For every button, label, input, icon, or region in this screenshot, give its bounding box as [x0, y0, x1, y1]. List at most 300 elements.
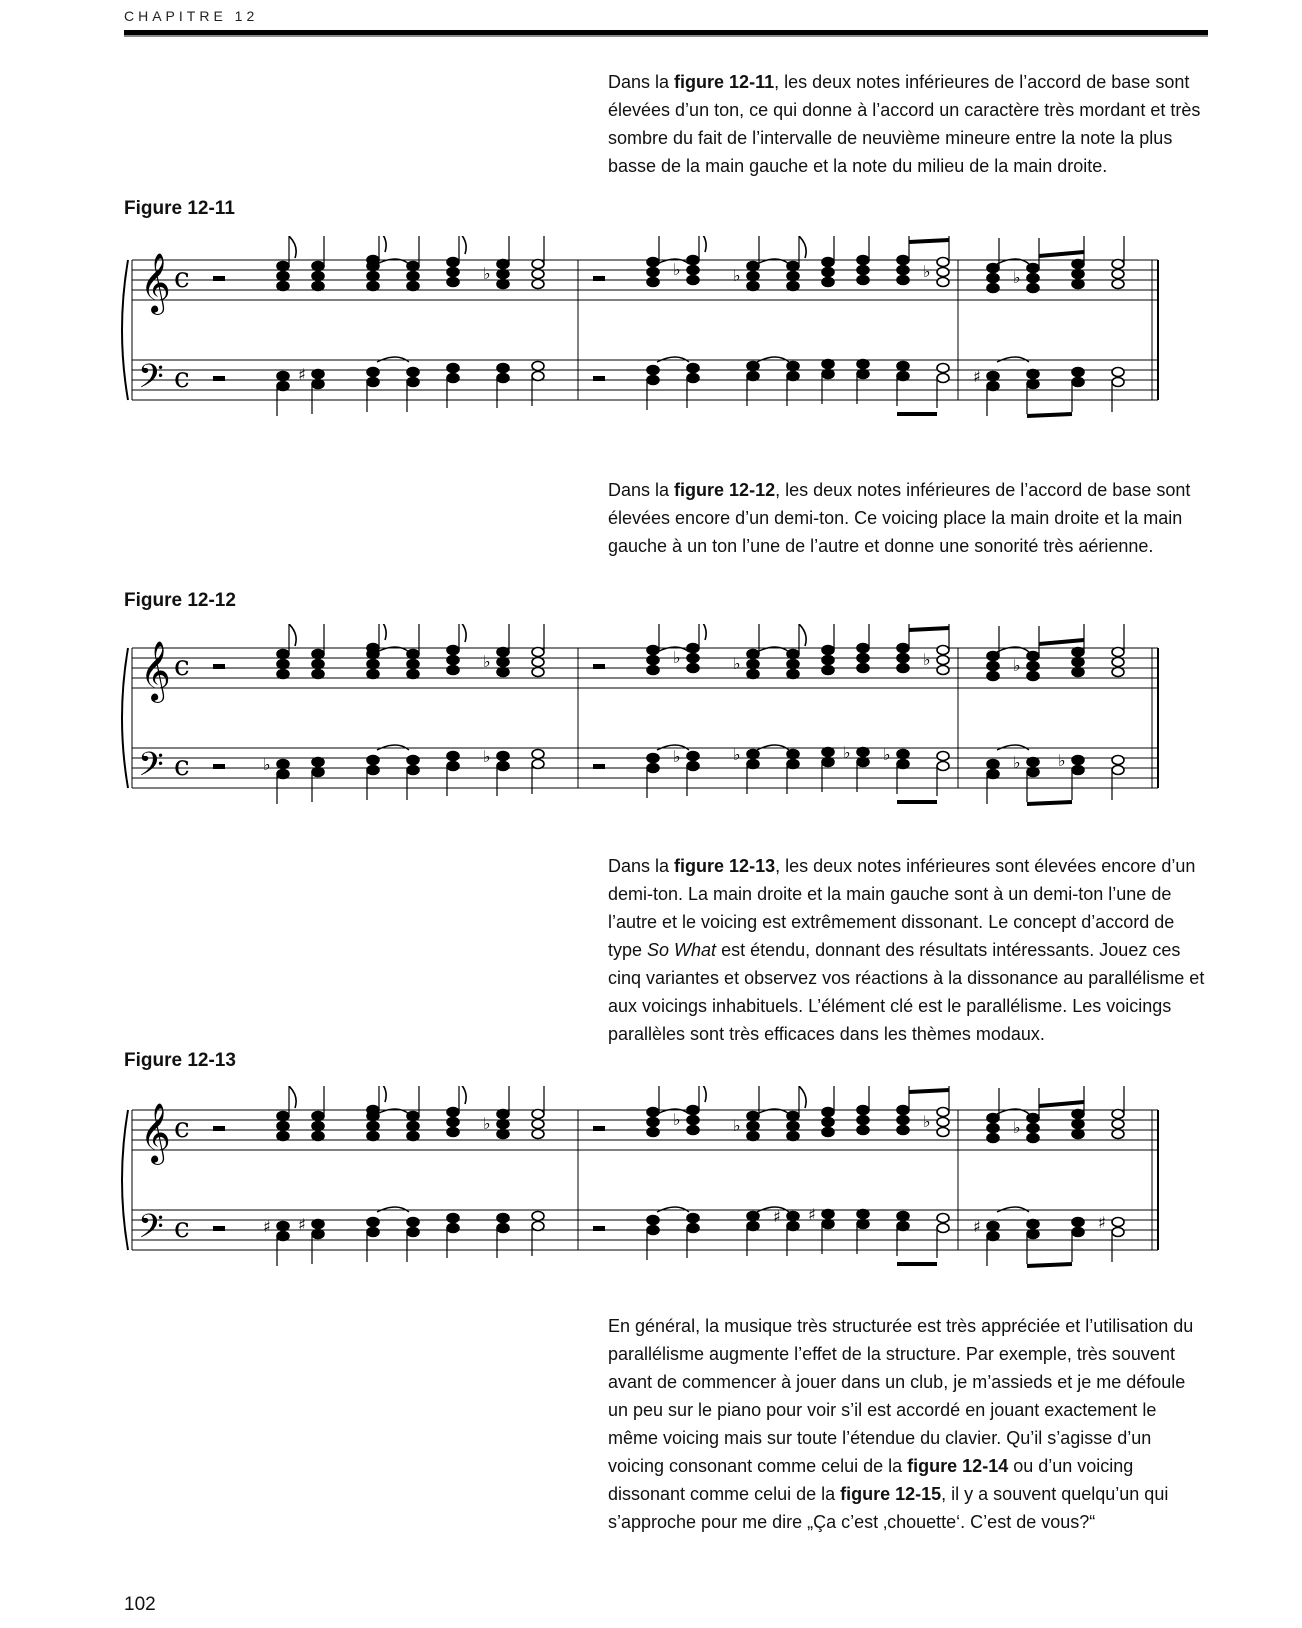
bass-note-head: [1112, 766, 1124, 775]
bass-note-head: [1072, 1218, 1084, 1227]
bass-note-head: [1072, 756, 1084, 765]
flat-accidental: ♭: [673, 1110, 681, 1129]
beam: [909, 628, 949, 630]
bass-note-head: [497, 364, 509, 373]
treble-note-head: [787, 1112, 799, 1121]
treble-note-head: [787, 660, 799, 669]
bass-note-head: [312, 370, 324, 379]
treble-note-head: [822, 278, 834, 287]
treble-note-head: [312, 282, 324, 291]
grand-staff-brace: [122, 1110, 128, 1250]
treble-note-head: [1027, 1114, 1039, 1123]
treble-note-head: [937, 1118, 949, 1127]
sharp-accidental: ♯: [263, 1217, 271, 1236]
treble-note-head: [312, 650, 324, 659]
treble-note-head: [1027, 1124, 1039, 1133]
flat-accidental: ♭: [483, 747, 491, 766]
treble-note-head: [1112, 658, 1124, 667]
half-rest: [593, 276, 605, 281]
bass-note-head: [647, 366, 659, 375]
treble-note-head: [312, 1132, 324, 1141]
bass-note-head: [937, 762, 949, 771]
beam: [909, 240, 949, 242]
treble-note-head: [857, 1106, 869, 1115]
treble-note-head: [647, 1128, 659, 1137]
bass-note-head: [367, 1228, 379, 1237]
treble-note-head: [747, 660, 759, 669]
bass-note-head: [447, 762, 459, 771]
treble-note-head: [937, 258, 949, 267]
bass-note-head: [897, 1212, 909, 1221]
treble-note-head: [1072, 658, 1084, 667]
figure-ref: figure 12-11: [674, 72, 775, 92]
bass-note-head: [1072, 766, 1084, 775]
treble-note-head: [497, 280, 509, 289]
treble-note-head: [367, 660, 379, 669]
bass-note-head: [312, 1220, 324, 1229]
bass-note-head: [497, 762, 509, 771]
bass-note-head: [897, 750, 909, 759]
bass-note-head: [1027, 758, 1039, 767]
bass-note-head: [857, 370, 869, 379]
sharp-accidental: ♯: [973, 367, 981, 386]
treble-note-head: [447, 1128, 459, 1137]
treble-note-head: [687, 276, 699, 285]
treble-note-head: [647, 1108, 659, 1117]
treble-note-head: [532, 1130, 544, 1139]
treble-note-head: [1027, 274, 1039, 283]
treble-note-head: [312, 670, 324, 679]
treble-note-head: [367, 670, 379, 679]
bass-note-head: [787, 760, 799, 769]
treble-note-head: [447, 1118, 459, 1127]
treble-note-head: [1027, 1134, 1039, 1143]
bass-note-head: [747, 372, 759, 381]
treble-note-head: [647, 666, 659, 675]
treble-note-head: [822, 666, 834, 675]
treble-note-head: [532, 1120, 544, 1129]
flat-accidental: ♭: [923, 1112, 931, 1131]
sharp-accidental: ♯: [773, 1207, 781, 1226]
bass-note-head: [822, 1220, 834, 1229]
time-signature: c: [174, 1111, 190, 1144]
treble-note-head: [1072, 280, 1084, 289]
treble-note-head: [747, 670, 759, 679]
flat-accidental: ♭: [673, 747, 681, 766]
bass-note-head: [1112, 756, 1124, 765]
flat-accidental: ♭: [673, 648, 681, 667]
bass-note-head: [1072, 1228, 1084, 1237]
treble-note-head: [447, 666, 459, 675]
treble-note-head: [1072, 1120, 1084, 1129]
eighth-flag: [799, 236, 806, 258]
treble-note-head: [277, 282, 289, 291]
bass-note-head: [407, 1228, 419, 1237]
flat-accidental: ♭: [263, 755, 271, 774]
treble-clef-icon: 𝄞: [140, 1103, 171, 1163]
flat-accidental: ♭: [483, 652, 491, 671]
sharp-accidental: ♯: [808, 1205, 816, 1224]
treble-note-head: [647, 278, 659, 287]
treble-note-head: [312, 272, 324, 281]
bass-note-head: [277, 1222, 289, 1231]
bass-note-head: [747, 760, 759, 769]
treble-note-head: [987, 274, 999, 283]
treble-note-head: [497, 1120, 509, 1129]
eighth-flag: [379, 624, 386, 640]
treble-note-head: [497, 658, 509, 667]
bass-note-head: [367, 368, 379, 377]
bass-note-head: [687, 752, 699, 761]
bass-note-head: [787, 372, 799, 381]
treble-note-head: [447, 646, 459, 655]
paragraph-figure-12-12: Dans la figure 12-12, les deux notes inférieures de l’accord de base sont élevées encore d’un demi-ton. Ce voicing place la main droite et la main gauche à un ton l’une de l’autre et donne une sonorité très aérienne.: [608, 480, 1191, 556]
bass-note-head: [277, 1232, 289, 1241]
bass-note-head: [497, 752, 509, 761]
treble-note-head: [497, 668, 509, 677]
treble-note-head: [647, 268, 659, 277]
figure-label-12-12: Figure 12-12: [124, 590, 236, 611]
bass-note-head: [822, 1210, 834, 1219]
treble-note-head: [532, 658, 544, 667]
flat-accidental: ♭: [1013, 268, 1021, 287]
bass-note-head: [447, 374, 459, 383]
treble-note-head: [787, 650, 799, 659]
treble-note-head: [277, 660, 289, 669]
bass-note-head: [747, 1212, 759, 1221]
flat-accidental: ♭: [843, 743, 851, 762]
bass-note-head: [1027, 380, 1039, 389]
score-figure-12-13: [118, 1086, 1210, 1286]
bass-note-head: [897, 362, 909, 371]
eighth-flag: [289, 236, 296, 258]
treble-note-head: [897, 644, 909, 653]
treble-note-head: [787, 670, 799, 679]
treble-note-head: [1112, 648, 1124, 657]
time-signature: c: [174, 749, 190, 782]
treble-note-head: [687, 664, 699, 673]
eighth-flag: [459, 236, 466, 254]
treble-note-head: [497, 260, 509, 269]
treble-note-head: [987, 662, 999, 671]
treble-note-head: [987, 1114, 999, 1123]
bass-note-head: [747, 362, 759, 371]
flat-accidental: ♭: [733, 745, 741, 764]
treble-note-head: [407, 1112, 419, 1121]
half-rest: [213, 276, 225, 281]
bass-note-head: [787, 750, 799, 759]
bass-note-head: [937, 374, 949, 383]
flat-accidental: ♭: [483, 264, 491, 283]
bass-note-head: [647, 1226, 659, 1235]
bass-note-head: [532, 362, 544, 371]
treble-clef-icon: 𝄞: [140, 641, 171, 701]
treble-note-head: [687, 654, 699, 663]
bass-clef-icon: 𝄢: [138, 358, 164, 404]
bass-note-head: [787, 362, 799, 371]
flat-accidental: ♭: [1013, 753, 1021, 772]
bass-note-head: [407, 1218, 419, 1227]
beam: [1027, 414, 1072, 416]
treble-note-head: [1112, 1110, 1124, 1119]
treble-note-head: [687, 266, 699, 275]
treble-note-head: [897, 276, 909, 285]
bass-note-head: [367, 756, 379, 765]
bass-note-head: [497, 1214, 509, 1223]
bass-note-head: [822, 758, 834, 767]
treble-note-head: [897, 664, 909, 673]
treble-note-head: [312, 262, 324, 271]
treble-note-head: [1072, 260, 1084, 269]
sharp-accidental: ♯: [1098, 1213, 1106, 1232]
treble-note-head: [532, 648, 544, 657]
half-rest: [593, 1226, 605, 1231]
treble-note-head: [857, 644, 869, 653]
bass-note-head: [822, 370, 834, 379]
sharp-accidental: ♯: [298, 365, 306, 384]
bass-note-head: [497, 374, 509, 383]
treble-note-head: [1027, 284, 1039, 293]
treble-note-head: [497, 648, 509, 657]
beam: [1027, 802, 1072, 804]
figure-ref: figure 12-15: [840, 1484, 942, 1504]
bass-note-head: [407, 766, 419, 775]
eighth-flag: [459, 1086, 466, 1104]
treble-note-head: [987, 652, 999, 661]
treble-note-head: [367, 272, 379, 281]
treble-note-head: [747, 262, 759, 271]
bass-note-head: [787, 1222, 799, 1231]
bass-note-head: [1027, 1230, 1039, 1239]
treble-note-head: [747, 1132, 759, 1141]
bass-note-head: [987, 770, 999, 779]
figure-ref: figure 12-13: [674, 856, 776, 876]
bass-note-head: [1027, 1220, 1039, 1229]
bass-note-head: [857, 1220, 869, 1229]
flat-accidental: ♭: [1058, 751, 1066, 770]
treble-note-head: [787, 1122, 799, 1131]
treble-note-head: [822, 1118, 834, 1127]
bass-note-head: [897, 760, 909, 769]
treble-note-head: [497, 1110, 509, 1119]
treble-note-head: [787, 262, 799, 271]
treble-clef-icon: 𝄞: [140, 253, 171, 313]
eighth-flag: [699, 1086, 706, 1102]
flat-accidental: ♭: [923, 262, 931, 281]
italic-so-what: So What: [647, 940, 717, 960]
beam: [1039, 640, 1084, 644]
time-signature: c: [174, 361, 190, 394]
treble-note-head: [822, 268, 834, 277]
treble-note-head: [747, 272, 759, 281]
treble-note-head: [312, 1112, 324, 1121]
bass-note-head: [367, 766, 379, 775]
treble-note-head: [277, 1122, 289, 1131]
figure-ref: figure 12-12: [674, 480, 776, 500]
treble-note-head: [407, 1122, 419, 1131]
treble-note-head: [647, 1118, 659, 1127]
treble-note-head: [497, 1130, 509, 1139]
half-rest: [213, 376, 225, 381]
bass-note-head: [647, 754, 659, 763]
time-signature: c: [174, 261, 190, 294]
bass-note-head: [447, 364, 459, 373]
treble-note-head: [937, 666, 949, 675]
bass-note-head: [857, 360, 869, 369]
score-figure-12-12: [118, 624, 1210, 824]
treble-note-head: [822, 646, 834, 655]
bass-note-head: [987, 760, 999, 769]
half-rest: [593, 376, 605, 381]
treble-note-head: [1072, 648, 1084, 657]
bass-note-head: [447, 1224, 459, 1233]
eighth-flag: [459, 624, 466, 642]
bass-note-head: [937, 752, 949, 761]
half-rest: [213, 1126, 225, 1131]
treble-note-head: [367, 282, 379, 291]
flat-accidental: ♭: [673, 260, 681, 279]
bass-note-head: [407, 378, 419, 387]
treble-note-head: [1112, 280, 1124, 289]
bass-note-head: [937, 1224, 949, 1233]
treble-note-head: [747, 1122, 759, 1131]
bass-note-head: [787, 1212, 799, 1221]
bass-note-head: [407, 756, 419, 765]
treble-note-head: [987, 1124, 999, 1133]
half-rest: [593, 764, 605, 769]
treble-note-head: [312, 660, 324, 669]
bass-note-head: [277, 382, 289, 391]
treble-note-head: [447, 278, 459, 287]
treble-note-head: [1112, 1130, 1124, 1139]
treble-note-head: [277, 262, 289, 271]
bass-note-head: [1027, 768, 1039, 777]
treble-note-head: [822, 1128, 834, 1137]
bass-note-head: [1112, 1228, 1124, 1237]
treble-note-head: [897, 1106, 909, 1115]
treble-note-head: [897, 1126, 909, 1135]
bass-note-head: [747, 750, 759, 759]
treble-note-head: [1072, 1130, 1084, 1139]
treble-note-head: [987, 284, 999, 293]
treble-note-head: [407, 1132, 419, 1141]
treble-note-head: [367, 1132, 379, 1141]
treble-note-head: [787, 282, 799, 291]
treble-note-head: [277, 1132, 289, 1141]
flat-accidental: ♭: [883, 745, 891, 764]
eighth-flag: [289, 1086, 296, 1108]
beam: [1027, 1264, 1072, 1266]
treble-note-head: [787, 272, 799, 281]
treble-note-head: [687, 1126, 699, 1135]
score-figure-12-11: [118, 236, 1210, 436]
bass-note-head: [987, 1222, 999, 1231]
eighth-flag: [379, 1086, 386, 1102]
treble-note-head: [987, 672, 999, 681]
treble-note-head: [532, 280, 544, 289]
flat-accidental: ♭: [733, 654, 741, 673]
bass-note-head: [987, 1232, 999, 1241]
treble-note-head: [532, 270, 544, 279]
eighth-flag: [799, 1086, 806, 1108]
bass-note-head: [312, 758, 324, 767]
bass-note-head: [532, 1222, 544, 1231]
treble-note-head: [937, 1128, 949, 1137]
flat-accidental: ♭: [1013, 656, 1021, 675]
paragraph-closing: En général, la musique très structurée est très appréciée et l’utilisation du parallélisme augmente l’effet de la structure. Par exemple, très souvent avant de commencer à jouer dans un club, je m’assieds et je me défoule un peu sur le piano pour voir s’il est accordé en jouant exactement le même voicing mais sur toute l’étendue du clavier. Qu’il s’agisse d’un voicing consonant comme celui de la figure 12-14 ou d’un voicing dissonant comme celui de la figure 12-15, il y a souvent quelqu’un qui s’approche pour me dire „Ça c’est ‚chouette‘. C’est de vous?“: [608, 1316, 1194, 1532]
treble-note-head: [747, 1112, 759, 1121]
sharp-accidental: ♯: [973, 1217, 981, 1236]
flat-accidental: ♭: [733, 266, 741, 285]
treble-note-head: [447, 258, 459, 267]
treble-note-head: [1072, 1110, 1084, 1119]
treble-note-head: [747, 282, 759, 291]
bass-note-head: [1112, 1218, 1124, 1227]
paragraph-figure-12-11: Dans la figure 12-11, les deux notes inférieures de l’accord de base sont élevées d’un ton, ce qui donne à l’accord un caractère très mordant et très sombre du fait de l’intervalle de neuvième mineure entre la note la plus basse de la main gauche et la note du milieu de la main droite.: [608, 72, 1201, 176]
bass-note-head: [1072, 378, 1084, 387]
flat-accidental: ♭: [1013, 1118, 1021, 1137]
treble-note-head: [1072, 270, 1084, 279]
bass-note-head: [447, 752, 459, 761]
treble-note-head: [532, 1110, 544, 1119]
bass-note-head: [277, 372, 289, 381]
bass-note-head: [1112, 378, 1124, 387]
treble-note-head: [897, 1116, 909, 1125]
treble-note-head: [532, 260, 544, 269]
treble-note-head: [857, 664, 869, 673]
treble-note-head: [897, 266, 909, 275]
figure-label-12-13: Figure 12-13: [124, 1050, 236, 1071]
treble-note-head: [1027, 652, 1039, 661]
treble-note-head: [277, 272, 289, 281]
treble-note-head: [447, 1108, 459, 1117]
time-signature: c: [174, 1211, 190, 1244]
bass-note-head: [687, 364, 699, 373]
bass-note-head: [857, 758, 869, 767]
bass-note-head: [747, 1222, 759, 1231]
treble-note-head: [937, 278, 949, 287]
sharp-accidental: ♯: [298, 1215, 306, 1234]
bass-note-head: [532, 750, 544, 759]
treble-note-head: [822, 1108, 834, 1117]
grand-staff-brace: [122, 648, 128, 788]
treble-note-head: [897, 654, 909, 663]
treble-note-head: [647, 656, 659, 665]
treble-note-head: [407, 670, 419, 679]
treble-note-head: [987, 1134, 999, 1143]
treble-note-head: [1112, 1120, 1124, 1129]
treble-note-head: [407, 282, 419, 291]
treble-note-head: [277, 650, 289, 659]
half-rest: [593, 664, 605, 669]
treble-note-head: [647, 646, 659, 655]
bass-note-head: [1027, 370, 1039, 379]
treble-note-head: [857, 256, 869, 265]
treble-note-head: [1072, 668, 1084, 677]
bass-note-head: [687, 1224, 699, 1233]
flat-accidental: ♭: [483, 1114, 491, 1133]
treble-note-head: [1027, 672, 1039, 681]
bass-note-head: [857, 748, 869, 757]
treble-note-head: [1027, 662, 1039, 671]
treble-note-head: [857, 266, 869, 275]
time-signature: c: [174, 649, 190, 682]
bass-note-head: [447, 1214, 459, 1223]
eighth-flag: [289, 624, 296, 646]
bass-note-head: [937, 364, 949, 373]
figure-label-12-11: Figure 12-11: [124, 198, 235, 219]
treble-note-head: [367, 1122, 379, 1131]
